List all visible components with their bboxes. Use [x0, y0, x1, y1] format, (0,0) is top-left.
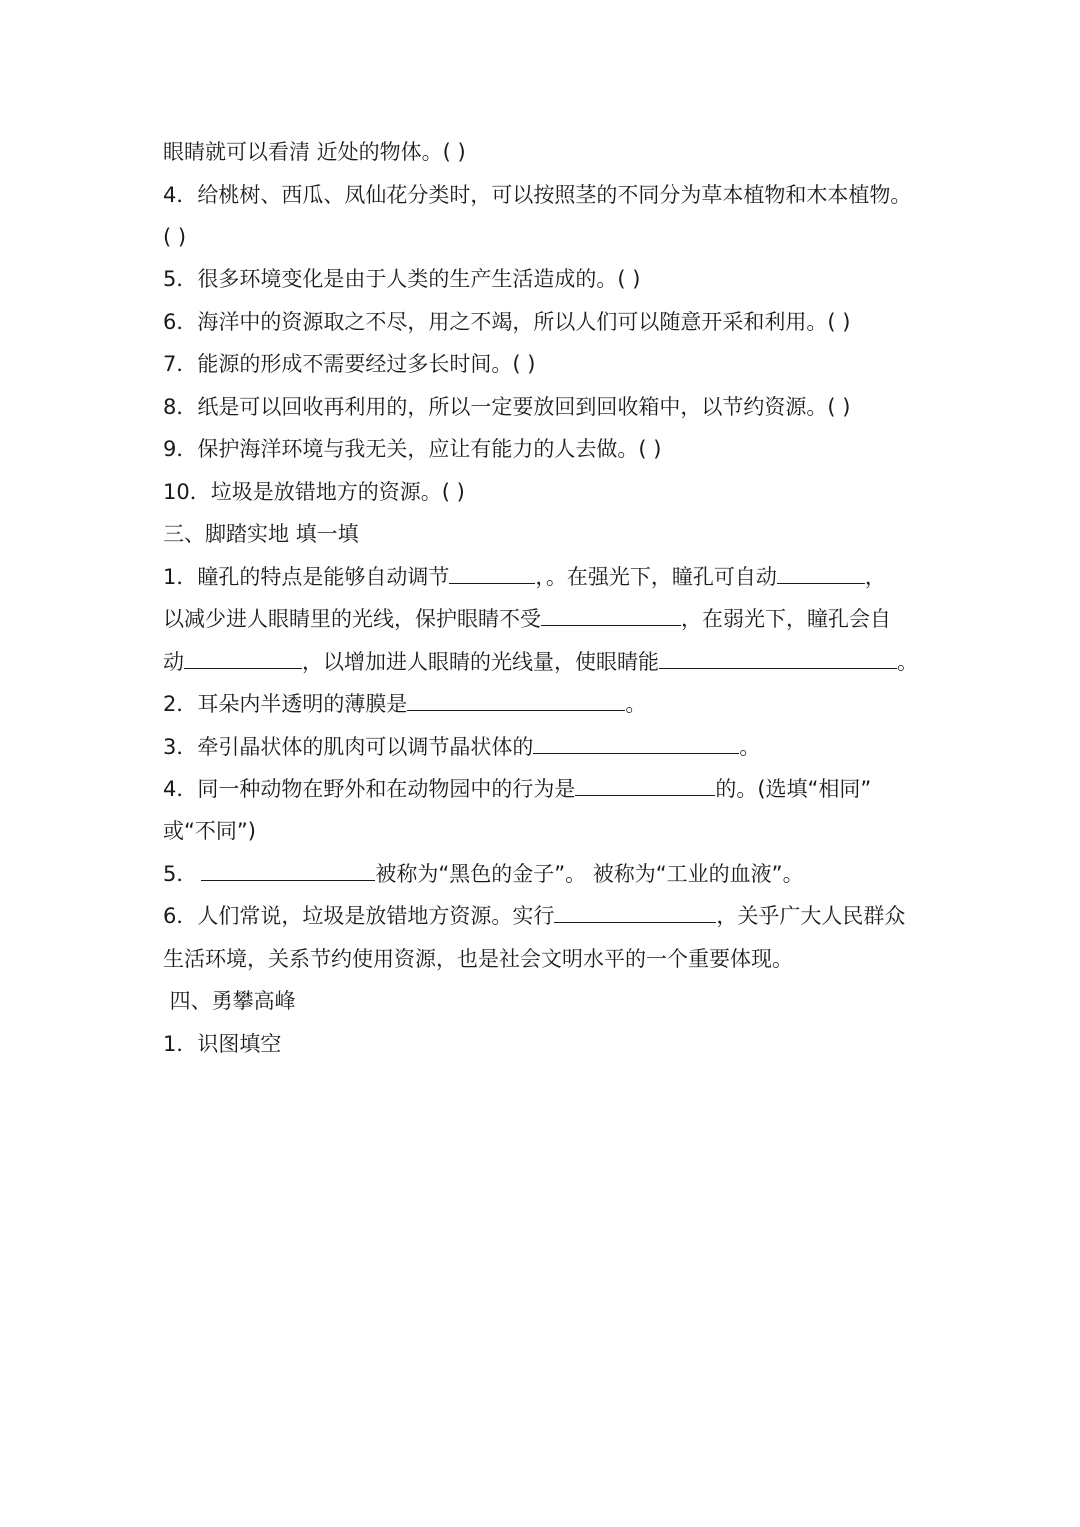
section-4-question-1: 1．识图填空 — [163, 1032, 282, 1056]
fill-q6-text-a: 6．人们常说，垃圾是放错地方资源。实行 — [163, 904, 555, 928]
fill-question-1-line-1 — [163, 562, 886, 592]
question-4-answer-bracket: ( ) — [163, 225, 187, 249]
question-8: 8．纸是可以回收再利用的，所以一定要放回到回收箱中，以节约资源。( ) — [163, 395, 851, 419]
fill-question-1-line-2 — [163, 604, 891, 634]
section-4-heading: 四、勇攀高峰 — [163, 989, 296, 1013]
fill-question-6-line-1 — [163, 901, 905, 931]
fill-q1-text-f: 动 — [163, 650, 184, 674]
fill-q1-text-c: ， — [864, 565, 886, 589]
fill-q5-text-b: 被称为“黑色的金子”。 被称为“工业的血液”。 — [375, 862, 804, 886]
fill-q1-text-b: ，。在强光下，瞳孔可自动 — [535, 565, 777, 589]
answer-blank[interactable] — [201, 860, 375, 881]
fill-q1-text-a: 1．瞳孔的特点是能够自动调节 — [163, 565, 450, 589]
fill-q4-text-a: 4．同一种动物在野外和在动物园中的行为是 — [163, 777, 576, 801]
answer-blank[interactable] — [659, 648, 897, 669]
fill-q2-text-b: 。 — [625, 692, 647, 716]
fill-q6-text-b: ，关乎广大人民群众 — [716, 904, 906, 928]
fill-question-5 — [163, 859, 804, 889]
question-3-continuation: 眼睛就可以看清 近处的物体。( ) — [163, 140, 466, 164]
question-5: 5．很多环境变化是由于人类的生产生活造成的。( ) — [163, 267, 641, 291]
question-4: 4．给桃树、西瓜、凤仙花分类时，可以按照茎的不同分为草本植物和木本植物。 — [163, 183, 912, 207]
question-7: 7．能源的形成不需要经过多长时间。( ) — [163, 352, 536, 376]
answer-blank[interactable] — [554, 902, 716, 923]
fill-q4-text-b: 的。(选填“相同” — [715, 777, 872, 801]
fill-q1-text-e: ，在弱光下，瞳孔会自 — [681, 607, 891, 631]
fill-q1-text-h: 。 — [897, 650, 918, 674]
fill-q5-text-a: 5． — [163, 862, 198, 886]
question-10: 10．垃圾是放错地方的资源。( ) — [163, 480, 465, 504]
fill-question-1-line-3 — [163, 647, 918, 677]
fill-q1-text-g: ，以增加进人眼睛的光线量，使眼睛能 — [302, 650, 659, 674]
answer-blank[interactable] — [777, 563, 865, 584]
fill-q2-text-a: 2．耳朵内半透明的薄膜是 — [163, 692, 408, 716]
answer-blank[interactable] — [575, 775, 715, 796]
answer-blank[interactable] — [541, 605, 681, 626]
fill-question-2 — [163, 689, 646, 719]
fill-q3-text-a: 3．牵引晶状体的肌肉可以调节晶状体的 — [163, 735, 534, 759]
answer-blank[interactable] — [184, 648, 302, 669]
answer-blank[interactable] — [407, 690, 625, 711]
question-9: 9．保护海洋环境与我无关，应让有能力的人去做。( ) — [163, 437, 662, 461]
fill-question-6-line-2: 生活环境，关系节约使用资源，也是社会文明水平的一个重要体现。 — [163, 947, 793, 971]
fill-q3-text-b: 。 — [739, 735, 761, 759]
answer-blank[interactable] — [449, 563, 535, 584]
fill-question-4-line-1 — [163, 774, 871, 804]
question-6: 6．海洋中的资源取之不尽，用之不竭，所以人们可以随意开采和利用。( ) — [163, 310, 851, 334]
fill-q1-text-d: 以减少进人眼睛里的光线，保护眼睛不受 — [163, 607, 541, 631]
fill-question-3 — [163, 732, 760, 762]
answer-blank[interactable] — [533, 733, 739, 754]
section-3-heading: 三、脚踏实地 填一填 — [163, 522, 359, 546]
fill-question-4-line-2: 或“不同”) — [163, 819, 256, 843]
